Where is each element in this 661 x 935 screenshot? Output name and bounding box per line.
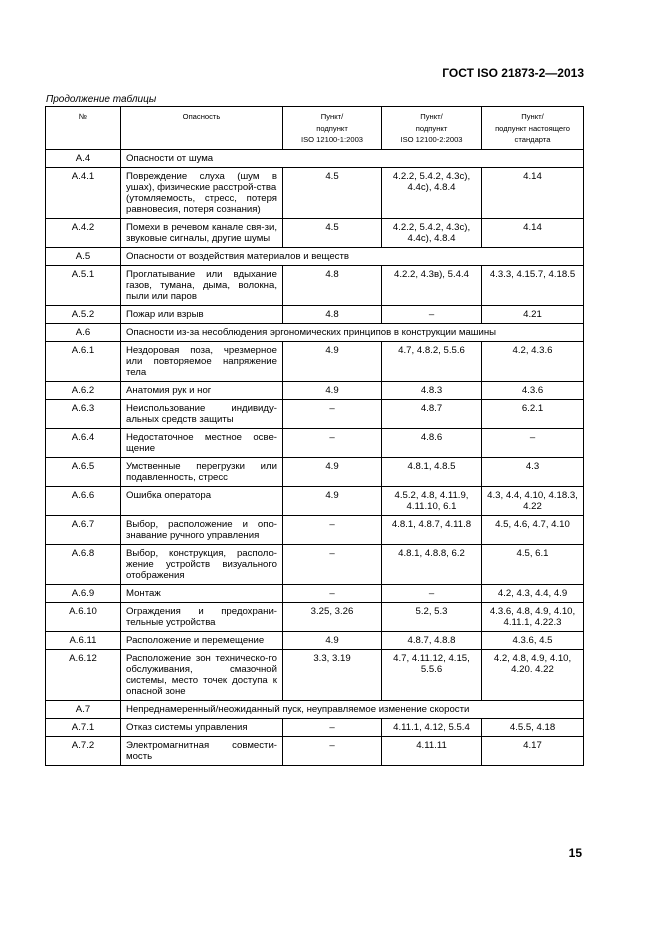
ref-iso12100-2: 4.2.2, 4.3в), 5.4.4	[382, 265, 482, 305]
table-row	[46, 631, 584, 649]
col-header-num: №	[46, 107, 121, 150]
table-row	[46, 457, 584, 486]
table-row	[46, 584, 584, 602]
ref-this-standard: 4.2, 4.8, 4.9, 4.10, 4.20. 4.22	[482, 649, 584, 700]
ref-iso12100-2: 4.8.1, 4.8.8, 6.2	[382, 544, 482, 584]
hazard-number: А.6.12	[46, 649, 121, 700]
ref-iso12100-1: 4.9	[283, 341, 382, 381]
section-number: А.4	[46, 149, 121, 167]
ref-iso12100-2: 4.2.2, 5.4.2, 4.3с), 4.4с), 4.8.4	[382, 218, 482, 247]
section-title: Опасности из-за несоблюдения эргономических принципов в конструкции машины	[121, 323, 584, 341]
table-section-row	[46, 149, 584, 167]
ref-this-standard: 4.3.6, 4.8, 4.9, 4.10, 4.11.1, 4.22.3	[482, 602, 584, 631]
hazard-number: А.6.1	[46, 341, 121, 381]
ref-iso12100-2: 4.8.1, 4.8.7, 4.11.8	[382, 515, 482, 544]
standard-code: ГОСТ ISO 21873-2—2013	[442, 66, 584, 80]
hazard-description: Монтаж	[121, 584, 283, 602]
section-title: Опасности от шума	[121, 149, 584, 167]
col-header-hazard: Опасность	[121, 107, 283, 150]
hazard-description: Выбор, конструкция, располо-жение устройств визуального отображения	[121, 544, 283, 584]
ref-this-standard: 4.3.6, 4.5	[482, 631, 584, 649]
ref-this-standard: 4.3.3, 4.15.7, 4.18.5	[482, 265, 584, 305]
ref-iso12100-1: –	[283, 544, 382, 584]
ref-iso12100-1: –	[283, 584, 382, 602]
ref-iso12100-1: 4.9	[283, 457, 382, 486]
hazard-number: А.6.11	[46, 631, 121, 649]
ref-this-standard: 4.5.5, 4.18	[482, 718, 584, 736]
ref-this-standard: 4.14	[482, 218, 584, 247]
ref-iso12100-2: 4.8.7, 4.8.8	[382, 631, 482, 649]
table-caption: Продолжение таблицы	[46, 94, 157, 105]
hazard-number: А.6.5	[46, 457, 121, 486]
hazard-description: Повреждение слуха (шум в ушах), физические расстрой-ства (утомляемость, стресс, потеря равновесия, потеря сознания)	[121, 167, 283, 218]
col-header-this-standard: Пункт/ подпункт настоящего стандарта	[482, 107, 584, 150]
ref-iso12100-1: 4.8	[283, 305, 382, 323]
hazard-description: Расположение и перемещение	[121, 631, 283, 649]
ref-iso12100-2: 4.11.1, 4.12, 5.5.4	[382, 718, 482, 736]
ref-iso12100-2: 5.2, 5.3	[382, 602, 482, 631]
ref-iso12100-2: 4.8.6	[382, 428, 482, 457]
hazard-number: А.6.3	[46, 399, 121, 428]
table-body	[46, 149, 584, 765]
hazard-number: А.7.1	[46, 718, 121, 736]
ref-iso12100-1: –	[283, 428, 382, 457]
ref-iso12100-2: 4.2.2, 5.4.2, 4.3с), 4.4с), 4.8.4	[382, 167, 482, 218]
hazard-number: А.4.2	[46, 218, 121, 247]
hazard-description: Недостаточное местное осве-щение	[121, 428, 283, 457]
hazard-number: А.5.2	[46, 305, 121, 323]
table-row	[46, 381, 584, 399]
hazard-description: Анатомия рук и ног	[121, 381, 283, 399]
ref-iso12100-1: 4.9	[283, 486, 382, 515]
hazard-number: А.6.6	[46, 486, 121, 515]
table-row	[46, 341, 584, 381]
hazard-description: Умственные перегрузки или подавленность, стресс	[121, 457, 283, 486]
ref-iso12100-1: –	[283, 399, 382, 428]
ref-this-standard: 6.2.1	[482, 399, 584, 428]
hazard-table	[45, 106, 584, 766]
section-number: А.5	[46, 247, 121, 265]
hazard-number: А.4.1	[46, 167, 121, 218]
ref-iso12100-2: –	[382, 305, 482, 323]
table-row	[46, 305, 584, 323]
table-row	[46, 649, 584, 700]
ref-iso12100-2: –	[382, 584, 482, 602]
ref-iso12100-2: 4.11.11	[382, 736, 482, 765]
hazard-description: Пожар или взрыв	[121, 305, 283, 323]
ref-iso12100-1: –	[283, 718, 382, 736]
ref-iso12100-1: 4.9	[283, 631, 382, 649]
ref-iso12100-2: 4.8.1, 4.8.5	[382, 457, 482, 486]
hazard-number: А.6.10	[46, 602, 121, 631]
hazard-description: Расположение зон техническо-го обслуживания, смазочной системы, место точек доступа к опасной зоне	[121, 649, 283, 700]
ref-iso12100-1: –	[283, 736, 382, 765]
hazard-number: А.7.2	[46, 736, 121, 765]
ref-this-standard: 4.2, 4.3, 4.4, 4.9	[482, 584, 584, 602]
hazard-description: Неиспользование индивиду-альных средств защиты	[121, 399, 283, 428]
ref-iso12100-1: 4.8	[283, 265, 382, 305]
ref-this-standard: 4.3	[482, 457, 584, 486]
ref-iso12100-2: 4.8.3	[382, 381, 482, 399]
ref-iso12100-1: –	[283, 515, 382, 544]
ref-this-standard: 4.21	[482, 305, 584, 323]
table-row	[46, 486, 584, 515]
hazard-number: А.6.7	[46, 515, 121, 544]
ref-this-standard: 4.3, 4.4, 4.10, 4.18.3, 4.22	[482, 486, 584, 515]
hazard-description: Помехи в речевом канале свя-зи, звуковые сигналы, другие шумы	[121, 218, 283, 247]
ref-iso12100-1: 3.3, 3.19	[283, 649, 382, 700]
section-number: А.6	[46, 323, 121, 341]
hazard-description: Электромагнитная совмести-мость	[121, 736, 283, 765]
ref-this-standard: 4.17	[482, 736, 584, 765]
hazard-number: А.6.9	[46, 584, 121, 602]
ref-this-standard: 4.14	[482, 167, 584, 218]
table-section-row	[46, 700, 584, 718]
table-row	[46, 167, 584, 218]
ref-iso12100-1: 4.9	[283, 381, 382, 399]
table-section-row	[46, 247, 584, 265]
ref-this-standard: –	[482, 428, 584, 457]
ref-iso12100-1: 4.5	[283, 218, 382, 247]
section-title: Непреднамеренный/неожиданный пуск, неуправляемое изменение скорости	[121, 700, 584, 718]
hazard-number: А.6.8	[46, 544, 121, 584]
ref-this-standard: 4.5, 6.1	[482, 544, 584, 584]
hazard-number: А.6.2	[46, 381, 121, 399]
table-row	[46, 265, 584, 305]
ref-iso12100-2: 4.7, 4.8.2, 5.5.6	[382, 341, 482, 381]
table-row	[46, 544, 584, 584]
col-header-iso12100-1: Пункт/ подпункт ISO 12100-1:2003	[283, 107, 382, 150]
ref-iso12100-1: 3.25, 3.26	[283, 602, 382, 631]
hazard-description: Проглатывание или вдыхание газов, тумана, дыма, волокна, пыли или паров	[121, 265, 283, 305]
table-row	[46, 399, 584, 428]
table-row	[46, 736, 584, 765]
ref-this-standard: 4.2, 4.3.6	[482, 341, 584, 381]
ref-iso12100-2: 4.8.7	[382, 399, 482, 428]
table-row	[46, 218, 584, 247]
hazard-description: Отказ системы управления	[121, 718, 283, 736]
page-number: 15	[568, 846, 582, 860]
hazard-description: Выбор, расположение и опо-знавание ручного управления	[121, 515, 283, 544]
ref-iso12100-2: 4.7, 4.11.12, 4.15, 5.5.6	[382, 649, 482, 700]
ref-this-standard: 4.3.6	[482, 381, 584, 399]
hazard-description: Ограждения и предохрани-тельные устройства	[121, 602, 283, 631]
ref-iso12100-1: 4.5	[283, 167, 382, 218]
ref-iso12100-2: 4.5.2, 4.8, 4.11.9, 4.11.10, 6.1	[382, 486, 482, 515]
section-number: А.7	[46, 700, 121, 718]
hazard-description: Нездоровая поза, чрезмерное или повторяемое напряжение тела	[121, 341, 283, 381]
col-header-iso12100-2: Пункт/ подпункт ISO 12100-2:2003	[382, 107, 482, 150]
table-row	[46, 602, 584, 631]
table-row	[46, 718, 584, 736]
hazard-description: Ошибка оператора	[121, 486, 283, 515]
table-row	[46, 515, 584, 544]
ref-this-standard: 4.5, 4.6, 4.7, 4.10	[482, 515, 584, 544]
hazard-number: А.5.1	[46, 265, 121, 305]
table-row	[46, 428, 584, 457]
table-header-row	[46, 107, 584, 150]
hazard-number: А.6.4	[46, 428, 121, 457]
table-section-row	[46, 323, 584, 341]
section-title: Опасности от воздействия материалов и веществ	[121, 247, 584, 265]
